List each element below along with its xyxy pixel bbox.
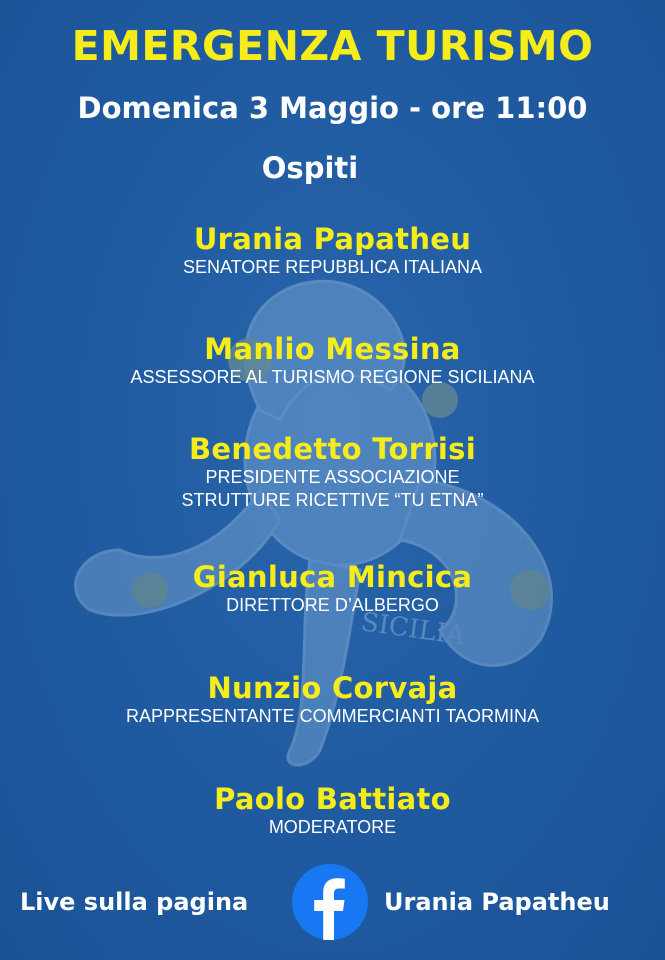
guest-name: Urania Papatheu — [193, 222, 472, 256]
poster-title: EMERGENZA TURISMO — [71, 22, 594, 70]
guest-role: DIRETTORE D’ALBERGO — [226, 595, 439, 615]
guest-role: SENATORE REPUBBLICA ITALIANA — [182, 257, 483, 277]
guest-entry — [0, 432, 665, 512]
guest-name: Benedetto Torrisi — [189, 432, 476, 466]
guest-entry — [0, 222, 665, 279]
guest-role: MODERATORE — [268, 817, 397, 837]
facebook-icon[interactable] — [292, 864, 368, 940]
live-label: Live sulla pagina — [20, 888, 249, 916]
guest-entry — [0, 560, 665, 617]
guest-entry — [0, 782, 665, 839]
guest-role: PRESIDENTE ASSOCIAZIONE STRUTTURE RICETTIVE “TU ETNA” — [181, 467, 484, 510]
guest-name: Paolo Battiato — [214, 782, 451, 816]
guest-role: RAPPRESENTANTE COMMERCIANTI TAORMINA — [125, 706, 540, 726]
guest-name: Gianluca Mincica — [192, 560, 473, 594]
guest-name: Manlio Messina — [204, 332, 461, 366]
footer-live-info — [0, 862, 665, 940]
guests-heading: Ospiti — [261, 151, 359, 185]
guest-role: ASSESSORE AL TURISMO REGIONE SICILIANA — [130, 367, 535, 387]
event-date: Domenica 3 Maggio - ore 11:00 — [77, 91, 588, 125]
guest-entry — [0, 671, 665, 728]
guest-entry — [0, 332, 665, 389]
emblem-lettering: SICILIA — [359, 607, 467, 652]
guest-name: Nunzio Corvaja — [207, 671, 458, 705]
page-name[interactable]: Urania Papatheu — [384, 888, 610, 916]
